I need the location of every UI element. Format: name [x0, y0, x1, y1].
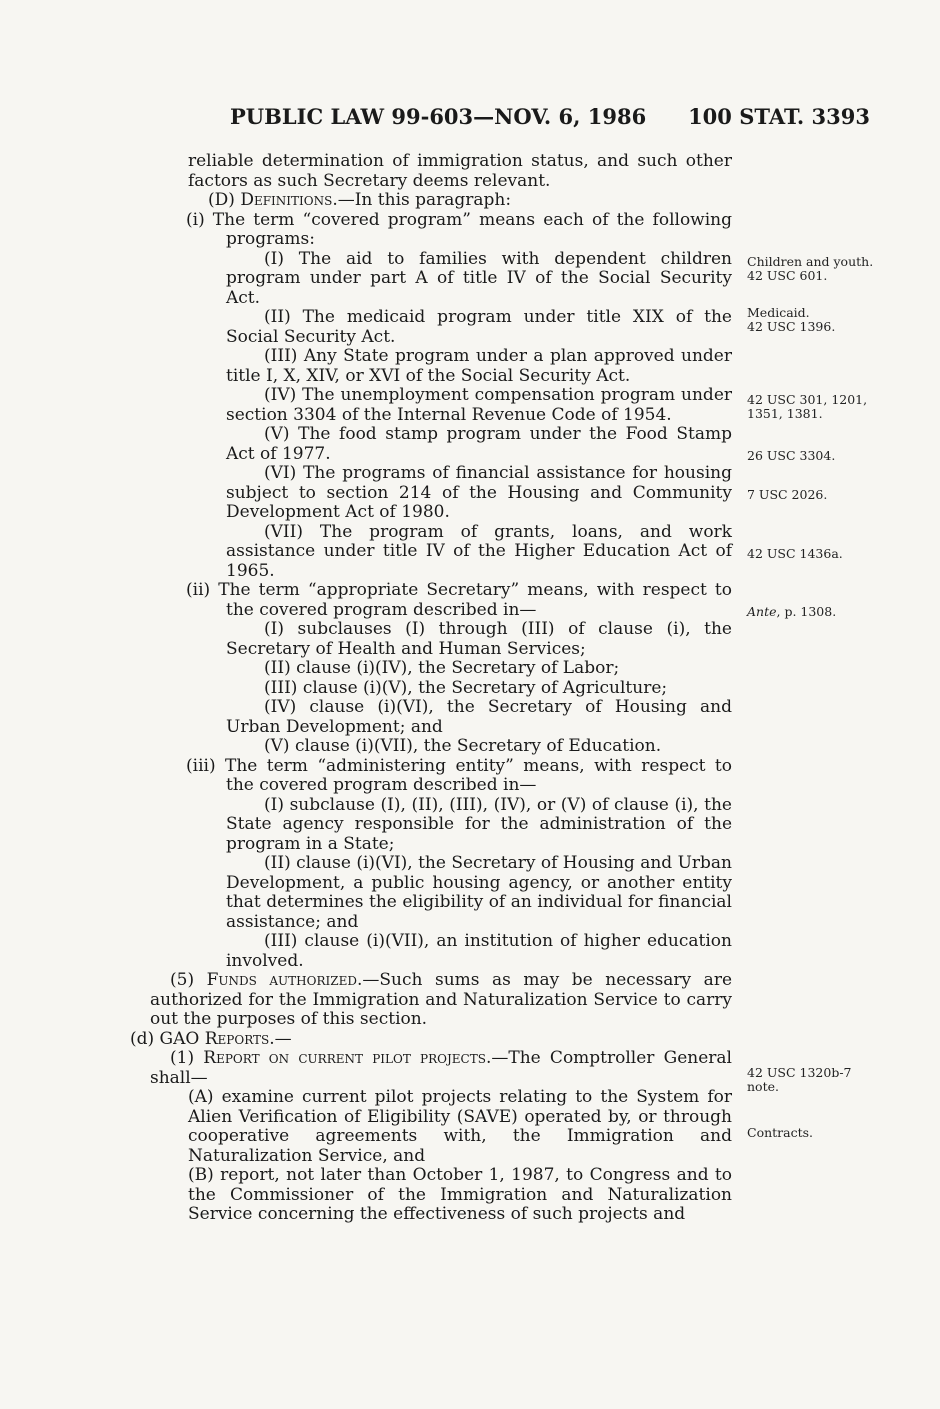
- subparagraph: (B) report, not later than October 1, 1987, to Congress and to the Commissioner of the Immigration and Naturalization Service concerning the effectiveness of such projects and: [188, 1165, 732, 1224]
- margin-note-children-youth: Children and youth. 42 USC 601.: [747, 254, 874, 283]
- subclause: (IV) clause (i)(VI), the Secretary of Housing and Urban Development; and: [226, 697, 732, 737]
- subclause: (V) The food stamp program under the Food Stamp Act of 1977.: [226, 424, 732, 464]
- paragraph: reliable determination of immigration status, and such other factors as such Secretary deems relevant.: [188, 151, 732, 191]
- margin-note-housing: 42 USC 1436a.: [747, 546, 843, 561]
- subclause: (V) clause (i)(VII), the Secretary of Education.: [264, 736, 662, 756]
- subclause: (III) clause (i)(V), the Secretary of Agriculture;: [264, 677, 668, 698]
- body-text: [130, 151, 733, 1225]
- margin-note-food-stamp: 7 USC 2026.: [747, 487, 828, 502]
- clause: (i) The term “covered program” means each of the following programs:: [186, 209, 732, 249]
- subclause: (III) Any State program under a plan approved under title I, X, XIV, or XVI of the Social Security Act.: [226, 346, 732, 386]
- margin-note-irc: 26 USC 3304.: [747, 448, 836, 463]
- margin-note-ante: Ante, p. 1308.: [747, 604, 837, 619]
- margin-note-social-security: 42 USC 301, 1201, 1351, 1381.: [747, 392, 868, 421]
- header-law-citation: PUBLIC LAW 99-603—NOV. 6, 1986: [230, 104, 647, 129]
- margin-note-gao: 42 USC 1320b-7 note.: [747, 1065, 852, 1094]
- subparagraph-heading: (D) Definitions.—In this paragraph:: [208, 190, 512, 210]
- subclause: (III) clause (i)(VII), an institution of higher education involved.: [226, 931, 732, 971]
- subclause: (IV) The unemployment compensation program under section 3304 of the Internal Revenue Code of 1954.: [226, 385, 732, 425]
- subclause: (I) subclauses (I) through (III) of clause (i), the Secretary of Health and Human Services;: [226, 619, 732, 659]
- subsection-gao-reports: (d) GAO Reports.—: [130, 1028, 292, 1049]
- subclause: (VI) The programs of financial assistance for housing subject to section 214 of the Housing and Community Development Act of 1980.: [226, 463, 732, 522]
- clause: (ii) The term “appropriate Secretary” means, with respect to the covered program described in—: [186, 580, 732, 620]
- subclause: (I) subclause (I), (II), (III), (IV), or (V) of clause (i), the State agency responsible for the administration of the program in a State;: [226, 794, 732, 854]
- subclause: (VII) The program of grants, loans, and work assistance under title IV of the Higher Education Act of 1965.: [226, 521, 732, 581]
- subclause: (I) The aid to families with dependent children program under part A of title IV of the Social Security Act.: [226, 248, 732, 308]
- margin-note-contracts: Contracts.: [747, 1125, 814, 1140]
- subclause: (II) clause (i)(IV), the Secretary of Labor;: [264, 658, 620, 678]
- subclause: (II) clause (i)(VI), the Secretary of Housing and Urban Development, a public housing agency, or another entity that determines the eligibility of an individual for financial assistance; and: [226, 853, 732, 932]
- page-header: [230, 104, 870, 134]
- subclause: (II) The medicaid program under title XIX of the Social Security Act.: [226, 307, 732, 347]
- paragraph-report-pilot-projects: (1) Report on current pilot projects.—The Comptroller General shall—: [150, 1048, 732, 1088]
- paragraph-funds-authorized: (5) Funds authorized.—Such sums as may be necessary are authorized for the Immigration and Naturalization Service to carry out the purposes of this section.: [150, 970, 733, 1029]
- clause: (iii) The term “administering entity” means, with respect to the covered program described in—: [186, 755, 732, 795]
- margin-note-medicaid: Medicaid. 42 USC 1396.: [747, 305, 836, 334]
- header-stat-page: 100 STAT. 3393: [688, 104, 870, 129]
- subparagraph: (A) examine current pilot projects relating to the System for Alien Verification of Eligibility (SAVE) operated by, or through cooperative agreements with, the Immigration and Naturalization Service, and: [188, 1087, 732, 1166]
